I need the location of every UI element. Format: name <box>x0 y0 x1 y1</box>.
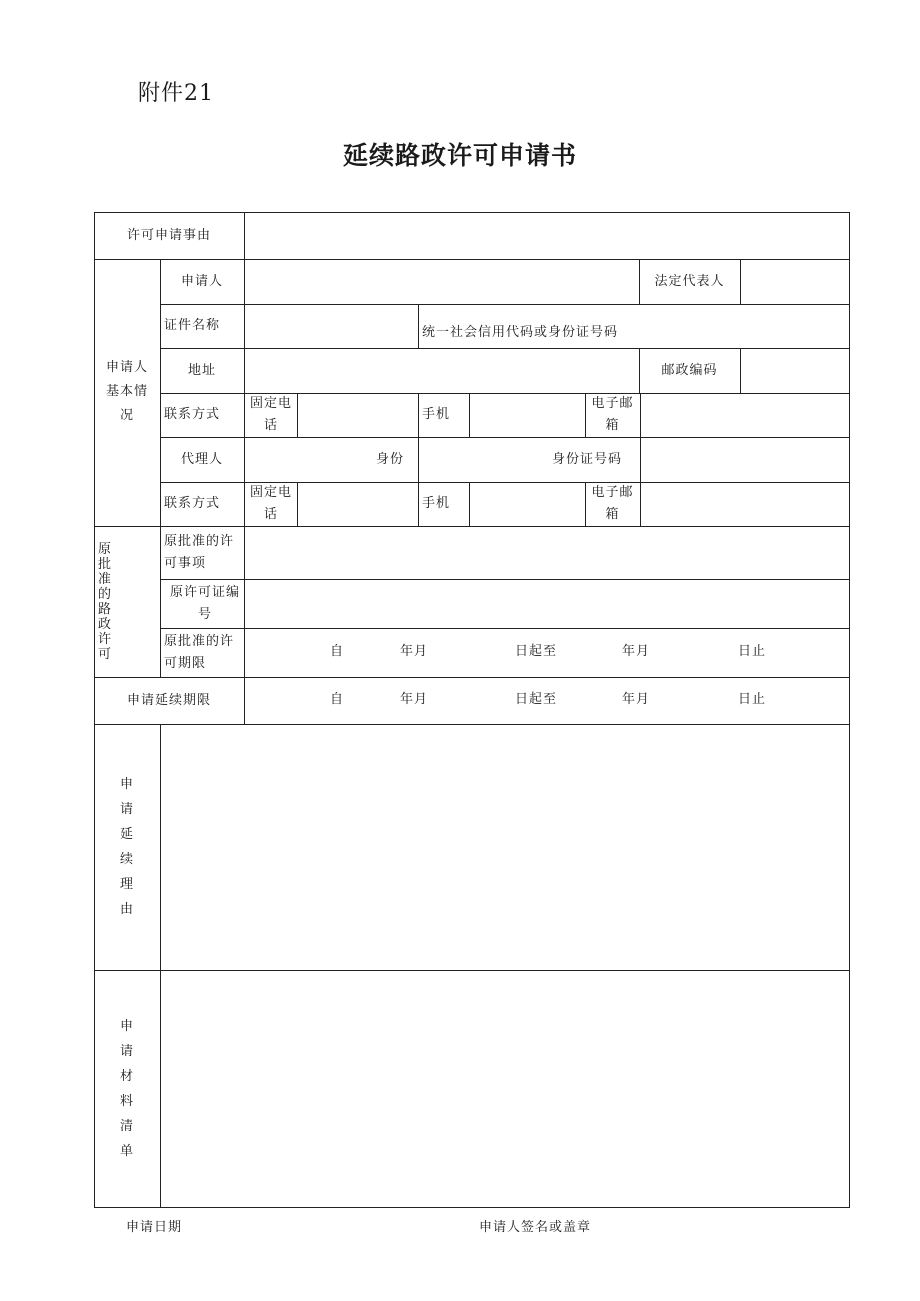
extension-reason-label: 申请延续理由 <box>119 777 134 917</box>
applicant-label: 申请人 <box>180 273 223 289</box>
materials-label: 申请材料清单 <box>119 1018 134 1159</box>
form-title: 延续路政许可申请书 <box>342 141 577 170</box>
application-form-table <box>94 212 850 1208</box>
agent-landline-label: 固定电话 <box>249 485 292 522</box>
id-doc-name-field[interactable] <box>245 304 418 348</box>
ext-year-month-2: 年月 <box>622 692 651 707</box>
extension-reason-field[interactable] <box>161 724 849 970</box>
materials-field[interactable] <box>161 970 849 1207</box>
original-item-field[interactable] <box>245 526 849 579</box>
ext-day-start: 日起至 <box>515 692 558 707</box>
landline-label: 固定电话 <box>249 396 292 433</box>
agent-email-field[interactable] <box>641 482 849 526</box>
apply-date-label: 申请日期 <box>126 1220 183 1235</box>
id-number-label: 身份证号码 <box>551 451 622 467</box>
agent-email-label: 电子邮箱 <box>591 485 634 522</box>
original-permit-label: 原批准的路政许可 <box>98 542 113 662</box>
id-doc-name-label: 证件名称 <box>164 318 221 333</box>
address-label: 地址 <box>187 362 216 378</box>
extension-period-label: 申请延续期限 <box>126 692 211 708</box>
id-number-field[interactable] <box>641 437 849 482</box>
credit-code-label: 统一社会信用代码或身份证号码 <box>422 325 619 340</box>
applicant-field[interactable] <box>245 259 639 304</box>
mobile-label: 手机 <box>422 407 451 422</box>
orig-from: 自 <box>330 644 345 659</box>
address-field[interactable] <box>245 348 639 393</box>
permit-reason-label: 许可申请事由 <box>126 227 211 243</box>
ext-year-month-1: 年月 <box>400 692 429 707</box>
legal-rep-field[interactable] <box>741 259 849 304</box>
original-item-label: 原批准的许可事项 <box>164 533 235 571</box>
landline-field[interactable] <box>298 393 418 437</box>
orig-year-month-2: 年月 <box>622 644 651 659</box>
signature-label: 申请人签名或盖章 <box>479 1220 592 1235</box>
email-label: 电子邮箱 <box>591 396 634 433</box>
email-field[interactable] <box>641 393 849 437</box>
applicant-info-label: 申请人基本情况 <box>106 360 149 423</box>
permit-reason-field[interactable] <box>245 212 849 259</box>
original-cert-no-field[interactable] <box>245 579 849 628</box>
original-period-field[interactable] <box>245 628 849 677</box>
orig-day-start: 日起至 <box>515 644 558 659</box>
extension-period-field[interactable] <box>245 677 849 724</box>
attachment-number: 附件21 <box>138 81 214 106</box>
ext-day-end: 日止 <box>738 692 767 707</box>
agent-landline-field[interactable] <box>298 482 418 526</box>
original-period-label: 原批准的许可期限 <box>164 633 235 671</box>
agent-mobile-field[interactable] <box>470 482 585 526</box>
orig-day-end: 日止 <box>738 644 767 659</box>
mobile-field[interactable] <box>470 393 585 437</box>
postcode-field[interactable] <box>741 348 849 393</box>
original-cert-no-label: 原许可证编号 <box>169 584 240 622</box>
identity-label: 身份 <box>375 451 404 467</box>
postcode-label: 邮政编码 <box>661 362 718 378</box>
orig-year-month-1: 年月 <box>400 644 429 659</box>
agent-contact-label: 联系方式 <box>164 496 221 511</box>
ext-from: 自 <box>330 692 345 707</box>
contact-label: 联系方式 <box>164 407 221 422</box>
legal-rep-label: 法定代表人 <box>654 273 725 289</box>
agent-label: 代理人 <box>180 451 223 467</box>
agent-mobile-label: 手机 <box>422 496 451 511</box>
